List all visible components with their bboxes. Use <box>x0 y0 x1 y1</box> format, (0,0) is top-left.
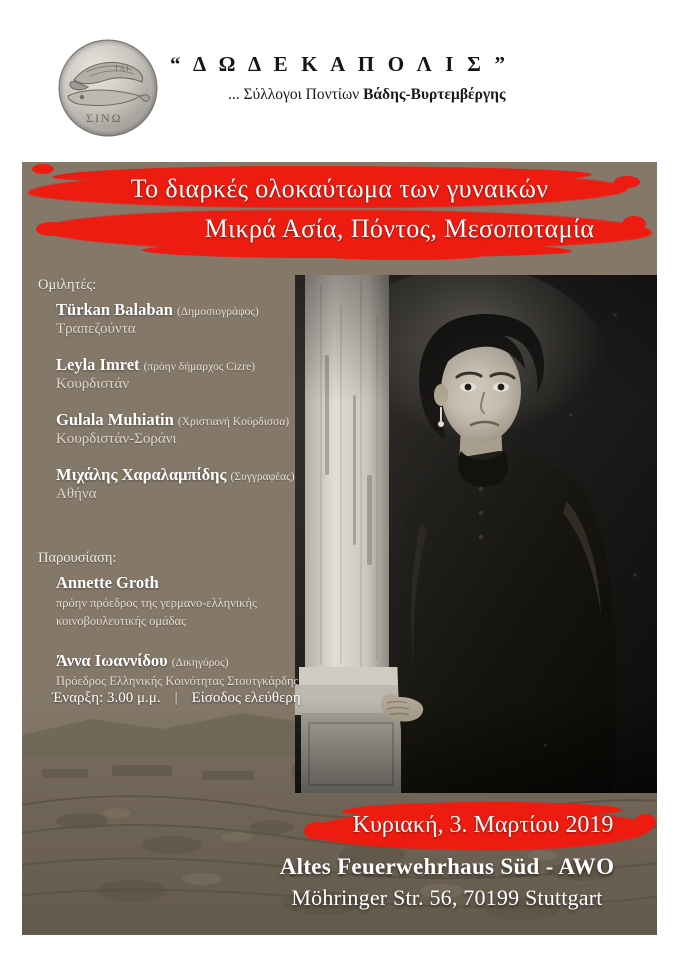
organization-name: “ Δ Ω Δ Ε Κ Α Π Ο Λ Ι Σ ” <box>170 52 510 76</box>
speaker-role: (πρόην δήμαρχος Cizre) <box>143 361 255 373</box>
event-address: Möhringer Str. 56, 70199 Stuttgart <box>291 885 603 910</box>
info-separator: | <box>174 690 178 706</box>
brush-splat-a <box>32 164 54 174</box>
speaker-item <box>56 410 323 448</box>
ancient-coin-eagle-dolphin-icon <box>56 38 160 138</box>
speaker-place: Κουρδιστάν <box>56 376 130 392</box>
presenter-name: Annette Groth <box>56 573 159 592</box>
presenter-subtitle-line-1: Πρόεδρος Ελληνικής Κοινότητας Στουτγκάρδης <box>56 673 299 688</box>
svg-text:ΣΙΝΩ: ΣΙΝΩ <box>86 111 123 125</box>
entry-text: Είσοδος ελεύθερη <box>191 690 301 706</box>
organization-subtitle-region: Βάδης-Βυρτεμβέργης <box>363 86 506 103</box>
event-venue: Altes Feuerwehrhaus Süd - AWO <box>279 854 615 879</box>
organization-subtitle-prefix: ... Σύλλογοι Ποντίων <box>228 86 364 103</box>
column-spacer <box>38 524 323 550</box>
speaker-role: (Χριστιανή Κούρδισσα) <box>177 416 290 428</box>
presenter-subtitle-line-2: κοινοβουλευτικής ομάδας <box>56 614 187 629</box>
speakers-label: Ομιλητές: <box>38 277 97 293</box>
poster-panel <box>22 162 657 935</box>
speaker-place: Αθήνα <box>56 486 97 502</box>
poster-left-column <box>38 277 323 710</box>
poster-title-block <box>22 162 657 267</box>
presenter-item <box>56 573 323 630</box>
poster-header <box>0 0 680 150</box>
speaker-role: (Δημοσιογράφος) <box>176 306 259 318</box>
presenter-subtitle-line-1: πρόην πρόεδρος της γερμανο-ελληνικής <box>56 596 257 610</box>
speaker-item <box>56 300 323 338</box>
speaker-name: Leyla Imret <box>56 355 140 374</box>
presenter-role: (Δικηγόρος) <box>171 656 229 669</box>
speaker-place: Τραπεζούντα <box>56 321 136 337</box>
poster-title-line-1: Το διαρκές ολοκαύτωμα των γυναικών <box>130 174 549 203</box>
speaker-role: (Συγγραφέας) <box>230 471 295 483</box>
presenter-name: Άννα Ιωαννίδου <box>56 650 168 670</box>
speaker-name: Gulala Muhiatin <box>56 410 174 429</box>
speaker-item <box>56 465 323 503</box>
organization-subtitle <box>228 86 506 104</box>
presentation-label: Παρουσίαση: <box>38 550 117 566</box>
event-date: Κυριακή, 3. Μαρτίου 2019 <box>352 812 614 838</box>
poster-title-line-2: Μικρά Ασία, Πόντος, Μεσοποταμία <box>204 214 595 243</box>
brush-splat-e <box>322 252 482 260</box>
speaker-item <box>56 355 323 393</box>
speaker-name: Μιχάλης Χαραλαμπίδης <box>56 465 227 484</box>
speaker-name: Türkan Balaban <box>56 300 173 319</box>
start-time-text: Έναρξη: 3.00 μ.μ. <box>52 690 161 706</box>
portrait-photo <box>295 275 657 793</box>
event-info-line <box>52 690 301 707</box>
presenter-item <box>56 651 323 689</box>
speaker-place: Κουρδιστάν-Σοράνι <box>56 431 177 447</box>
svg-text:ΤΑΙ: ΤΑΙ <box>114 64 130 73</box>
